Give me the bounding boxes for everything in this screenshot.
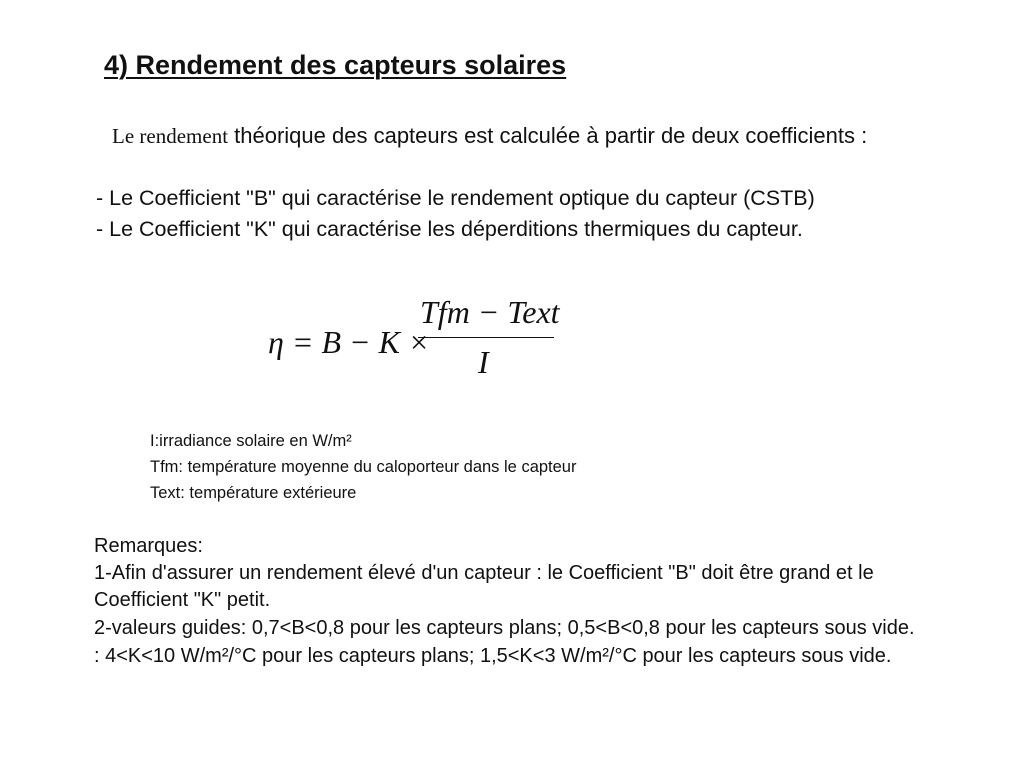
fraction-bar: [418, 337, 554, 338]
coefficient-k-line: - Le Coefficient "K" qui caractérise les déperditions thermiques du capteur.: [96, 217, 803, 241]
formula-lhs: η = B − K ×: [268, 324, 430, 360]
definition-text: Text: température extérieure: [150, 484, 357, 502]
intro-text: [112, 123, 867, 149]
remark-line: 1-Afin d'assurer un rendement élevé d'un capteur : le Coefficient "B" doit être grand et le: [94, 562, 874, 584]
intro-lead: Le rendement: [112, 124, 229, 148]
efficiency-formula: [268, 290, 568, 390]
definition-tfm: Tfm: température moyenne du caloporteur dans le capteur: [150, 458, 577, 476]
intro-rest: théorique des capteurs est calculée à partir de deux coefficients :: [228, 123, 868, 148]
remark-line: : 4<K<10 W/m²/°C pour les capteurs plans; 1,5<K<3 W/m²/°C pour les capteurs sous vide.: [94, 645, 892, 667]
definition-irradiance: I:irradiance solaire en W/m²: [150, 432, 352, 450]
formula-denominator: I: [478, 344, 489, 380]
coefficient-b-line: - Le Coefficient "B" qui caractérise le rendement optique du capteur (CSTB): [96, 186, 815, 210]
remark-line: 2-valeurs guides: 0,7<B<0,8 pour les capteurs plans; 0,5<B<0,8 pour les capteurs sous vide.: [94, 617, 915, 639]
remark-line: Coefficient "K" petit.: [94, 589, 271, 611]
remarks-title: Remarques:: [94, 535, 203, 557]
page-title: 4) Rendement des capteurs solaires: [104, 50, 567, 80]
formula-numerator: Tfm − Text: [420, 294, 560, 330]
